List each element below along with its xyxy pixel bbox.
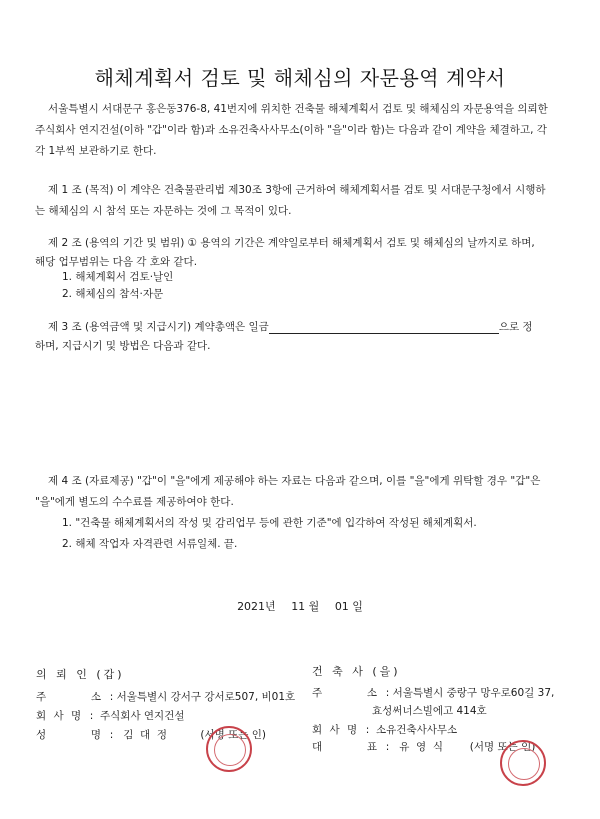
document-title: 해체계획서 검토 및 해체심의 자문용역 계약서 bbox=[94, 66, 506, 90]
intro-line-1: 서울특별시 서대문구 홍은동376-8, 41번지에 위치한 건축물 해체계획서 검토 및 해체심의 자문용역을 의뢰한 bbox=[48, 103, 548, 115]
client-address-label: 주 소 bbox=[36, 691, 103, 703]
article-3-suffix: 으로 정 bbox=[498, 321, 533, 333]
architect-heading: 건 축 사 (을) bbox=[312, 665, 401, 678]
article-1-line-2: 는 해체심의 시 참석 또는 자문하는 것에 그 목적이 있다. bbox=[35, 205, 292, 217]
intro-line-3: 각 1부씩 보관하기로 한다. bbox=[35, 145, 157, 157]
article-2-item-2: 2. 해체심의 참석·자문 bbox=[62, 288, 164, 300]
article-4-item-2: 2. 해체 작업자 자격관련 서류일체. 끝. bbox=[62, 538, 238, 550]
architect-company-value: : 소유건축사사무소 bbox=[365, 724, 458, 736]
contract-date bbox=[0, 598, 600, 614]
article-4-line-2: "을"에게 별도의 수수료를 제공하여야 한다. bbox=[35, 496, 234, 508]
client-company-value: : 주식회사 연지건설 bbox=[89, 710, 185, 722]
architect-company-row bbox=[312, 722, 457, 737]
client-company-label: 회 사 명 bbox=[36, 710, 84, 722]
client-sign-note: (서명 또는 인) bbox=[200, 729, 267, 741]
architect-address-line-2: 효성써너스빌에고 414호 bbox=[372, 705, 487, 717]
date-day: 01 일 bbox=[334, 600, 363, 613]
client-address-value: : 서울특별시 강서구 강서로507, 비01호 bbox=[109, 691, 296, 703]
client-company-row bbox=[36, 708, 185, 723]
architect-name-label: 대 표 bbox=[312, 741, 379, 753]
architect-company-label: 회 사 명 bbox=[312, 724, 360, 736]
architect-name-value: : 유 영 식 bbox=[385, 741, 444, 753]
client-name-label: 성 명 bbox=[36, 729, 103, 741]
article-4-line-1: 제 4 조 (자료제공) "갑"이 "을"에게 제공해야 하는 자료는 다음과 같으며, 이를 "을"에게 위탁할 경우 "갑"은 bbox=[48, 475, 541, 487]
article-2-line-2: 해당 업무범위는 다음 각 호와 같다. bbox=[35, 256, 198, 268]
intro-line-2: 주식회사 연지건설(이하 "갑"이라 함)과 소유건축사사무소(이하 "을"이라 함)는 다음과 같이 계약을 체결하고, 각 bbox=[35, 124, 547, 136]
architect-address-row bbox=[312, 685, 554, 700]
article-3-line-1 bbox=[48, 320, 533, 334]
article-3-prefix: 제 3 조 (용역금액 및 지급시기) 계약총액은 일금 bbox=[48, 321, 269, 333]
article-4-item-1: 1. "건축물 해체계획서의 작성 및 감리업무 등에 관한 기준"에 입각하여 작성된 해체계획서. bbox=[62, 517, 477, 529]
date-year: 2021년 bbox=[237, 600, 276, 613]
architect-address-label: 주 소 bbox=[312, 687, 379, 699]
article-2-item-1: 1. 해체계획서 검토·날인 bbox=[62, 271, 174, 283]
article-3-line-2: 하며, 지급시기 및 방법은 다음과 같다. bbox=[35, 340, 211, 352]
architect-address-value: : 서울특별시 중랑구 망우로60길 37, bbox=[385, 687, 555, 699]
article-2-line-1: 제 2 조 (용역의 기간 및 범위) ① 용역의 기간은 계약일로부터 해체계획서 검토 및 해체심의 날까지로 하며, bbox=[48, 237, 535, 249]
client-seal-stamp bbox=[206, 726, 252, 772]
contract-amount-blank bbox=[269, 321, 499, 334]
architect-sign-note: (서명 또는 인) bbox=[469, 741, 536, 753]
client-name-value: : 김 대 정 bbox=[109, 729, 168, 741]
article-1-line-1: 제 1 조 (목적) 이 계약은 건축물관리법 제30조 3항에 근거하여 해체계획서를 검토 및 서대문구청에서 시행하 bbox=[48, 184, 546, 196]
client-heading: 의 뢰 인 (갑) bbox=[36, 668, 125, 681]
date-month: 11 월 bbox=[291, 600, 320, 613]
architect-seal-stamp bbox=[500, 740, 546, 786]
client-address-row bbox=[36, 689, 295, 704]
